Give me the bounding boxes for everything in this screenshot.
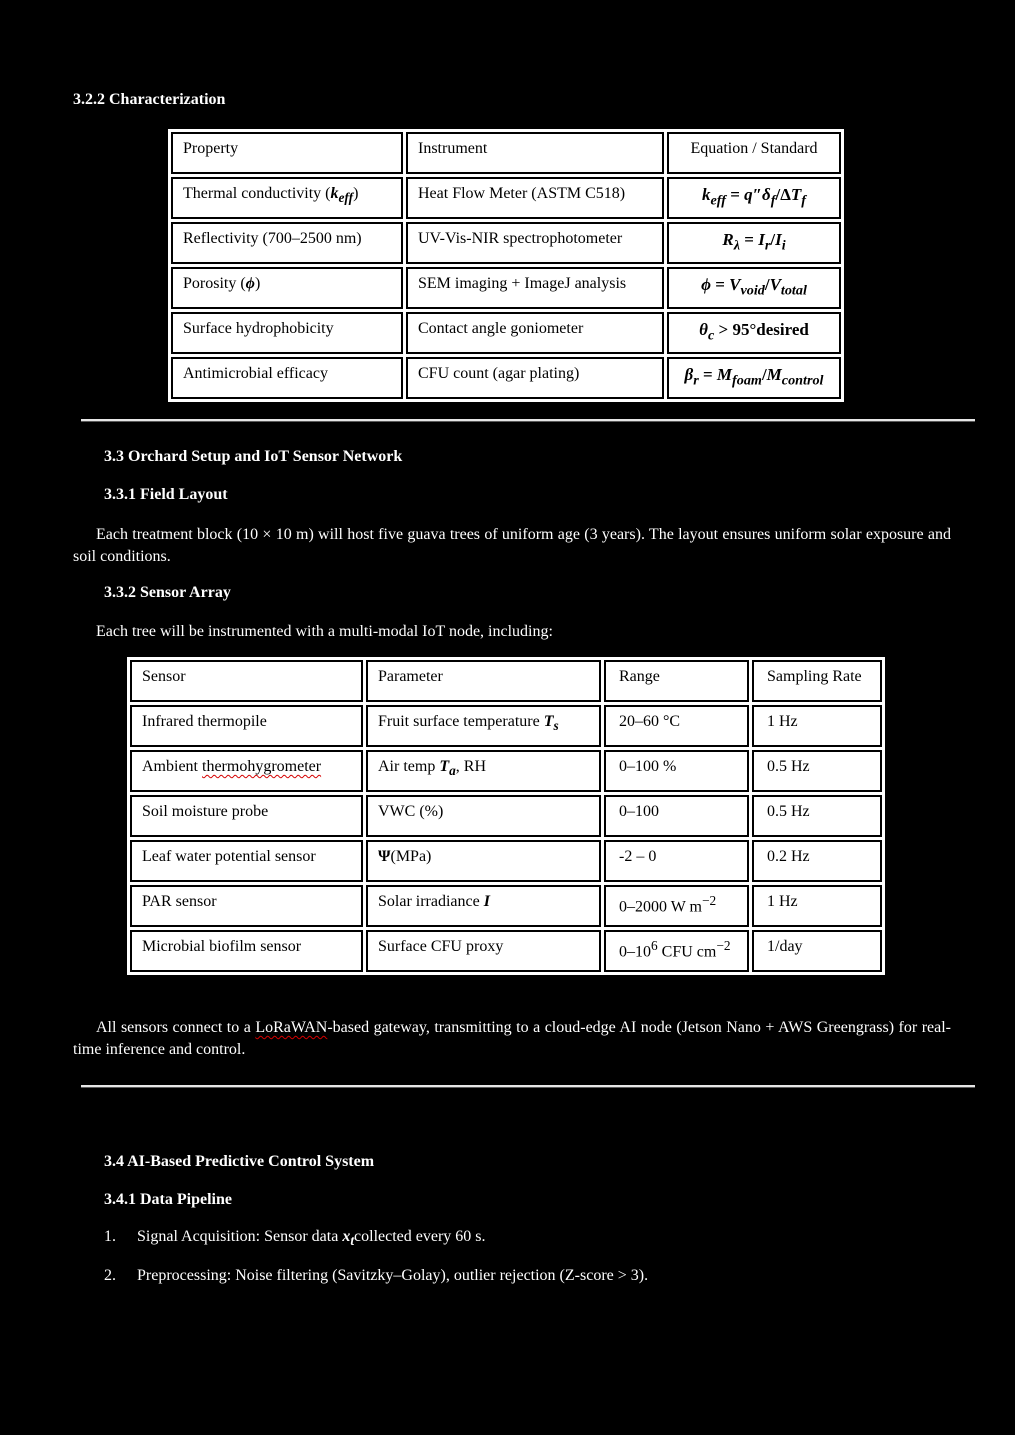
table-cell: Soil moisture probe: [130, 795, 363, 837]
horizontal-rule: [81, 1085, 975, 1088]
list-item-preprocessing: [104, 1267, 964, 1285]
column-header: Instrument: [406, 132, 664, 174]
table-cell: 0.2 Hz: [752, 840, 882, 882]
characterization-table: [168, 129, 844, 402]
table-cell: Air temp $T_a$, RH: [366, 750, 601, 792]
table-cell: Contact angle goniometer: [406, 312, 664, 354]
table-cell: Surface hydrophobicity: [171, 312, 403, 354]
table-cell: UV-Vis-NIR spectrophotometer: [406, 222, 664, 264]
section-heading-characterization: 3.2.2 Characterization: [73, 91, 226, 108]
section-heading-ai-control: 3.4 AI-Based Predictive Control System: [104, 1153, 375, 1170]
table-cell: Antimicrobial efficacy: [171, 357, 403, 399]
table-cell: Ψ(MPa): [366, 840, 601, 882]
table-cell: Porosity (ϕ): [171, 267, 403, 309]
table-cell: Heat Flow Meter (ASTM C518): [406, 177, 664, 219]
list-number: 1.: [104, 1228, 116, 1245]
paragraph-sensor-intro: Each tree will be instrumented with a multi-modal IoT node, including:: [96, 623, 553, 640]
table-row: [171, 267, 841, 309]
list-text: Preprocessing: Noise filtering (Savitzky–Golay), outlier rejection (Z-score > 3).: [137, 1267, 649, 1284]
table-cell: Reflectivity (700–2500 nm): [171, 222, 403, 264]
table-cell: 1 Hz: [752, 885, 882, 927]
list-item-signal-acquisition: [104, 1228, 964, 1249]
table-row: [171, 177, 841, 219]
table-header-row: [130, 660, 882, 702]
table-cell: Thermal conductivity $(k_{eff})$: [171, 177, 403, 219]
section-heading-sensor-array: 3.3.2 Sensor Array: [104, 584, 231, 601]
sensor-array-table: [127, 657, 885, 975]
list-text: Signal Acquisition: Sensor data $x_tcollected$ every 60 s.: [137, 1228, 486, 1249]
table-cell: Leaf water potential sensor: [130, 840, 363, 882]
table-row: [171, 312, 841, 354]
table-cell: $R_\lambda = I_r/I_i$: [667, 222, 841, 264]
table-header-row: [171, 132, 841, 174]
table-cell: Surface CFU proxy: [366, 930, 601, 972]
table-cell: $\beta_r = M_{foam}/M_{control}$: [667, 357, 841, 399]
table-row: [130, 885, 882, 927]
list-number: 2.: [104, 1267, 116, 1284]
table-cell: SEM imaging + ImageJ analysis: [406, 267, 664, 309]
column-header: Sampling Rate: [752, 660, 882, 702]
column-header: Range: [604, 660, 749, 702]
table-cell: 0–100: [604, 795, 749, 837]
table-cell: 0–100 %: [604, 750, 749, 792]
table-cell: Infrared thermopile: [130, 705, 363, 747]
table-row: [171, 222, 841, 264]
table-cell: 0.5 Hz: [752, 795, 882, 837]
table-cell: 1/day: [752, 930, 882, 972]
table-row: [130, 930, 882, 972]
table-row: [130, 750, 882, 792]
table-cell: 1 Hz: [752, 705, 882, 747]
column-header: Parameter: [366, 660, 601, 702]
table-cell: VWC (%): [366, 795, 601, 837]
table-cell: Solar irradiance I: [366, 885, 601, 927]
table-row: [171, 357, 841, 399]
paragraph-gateway: All sensors connect to a LoRaWAN-based gateway, transmitting to a cloud-edge AI node (Jetson Nano + AWS Greengrass) for real-time inference and control.: [73, 1019, 952, 1058]
section-heading-orchard: 3.3 Orchard Setup and IoT Sensor Network: [104, 448, 403, 465]
table-cell: $\theta_c$ > 95°desired: [667, 312, 841, 354]
column-header: Equation / Standard: [667, 132, 841, 174]
table-row: [130, 840, 882, 882]
table-row: [130, 705, 882, 747]
table-cell: $k_{eff} = q''\delta_f/\Delta T_f$: [667, 177, 841, 219]
table-cell: PAR sensor: [130, 885, 363, 927]
table-cell: $0-10^6$ CFU $cm^{-2}$: [604, 930, 749, 972]
column-header: Property: [171, 132, 403, 174]
table-cell: $\phi = V_{void}/V_{total}$: [667, 267, 841, 309]
table-row: [130, 795, 882, 837]
table-cell: 20–60 °C: [604, 705, 749, 747]
table-cell: CFU count (agar plating): [406, 357, 664, 399]
table-cell: Fruit surface temperature $T_s$: [366, 705, 601, 747]
table-cell: 0.5 Hz: [752, 750, 882, 792]
paragraph-field-layout: Each treatment block (10 × 10 m) will host five guava trees of uniform age (3 years). The layout ensures uniform solar exposure and soil conditions.: [73, 526, 951, 565]
section-heading-data-pipeline: 3.4.1 Data Pipeline: [104, 1191, 232, 1208]
table-cell: -2 – 0: [604, 840, 749, 882]
section-heading-field-layout: 3.3.1 Field Layout: [104, 486, 228, 503]
column-header: Sensor: [130, 660, 363, 702]
table-cell: Ambient thermohygrometer: [130, 750, 363, 792]
table-cell: Microbial biofilm sensor: [130, 930, 363, 972]
horizontal-rule: [81, 419, 975, 422]
table-cell: 0–2000 W $m^{-2}$: [604, 885, 749, 927]
